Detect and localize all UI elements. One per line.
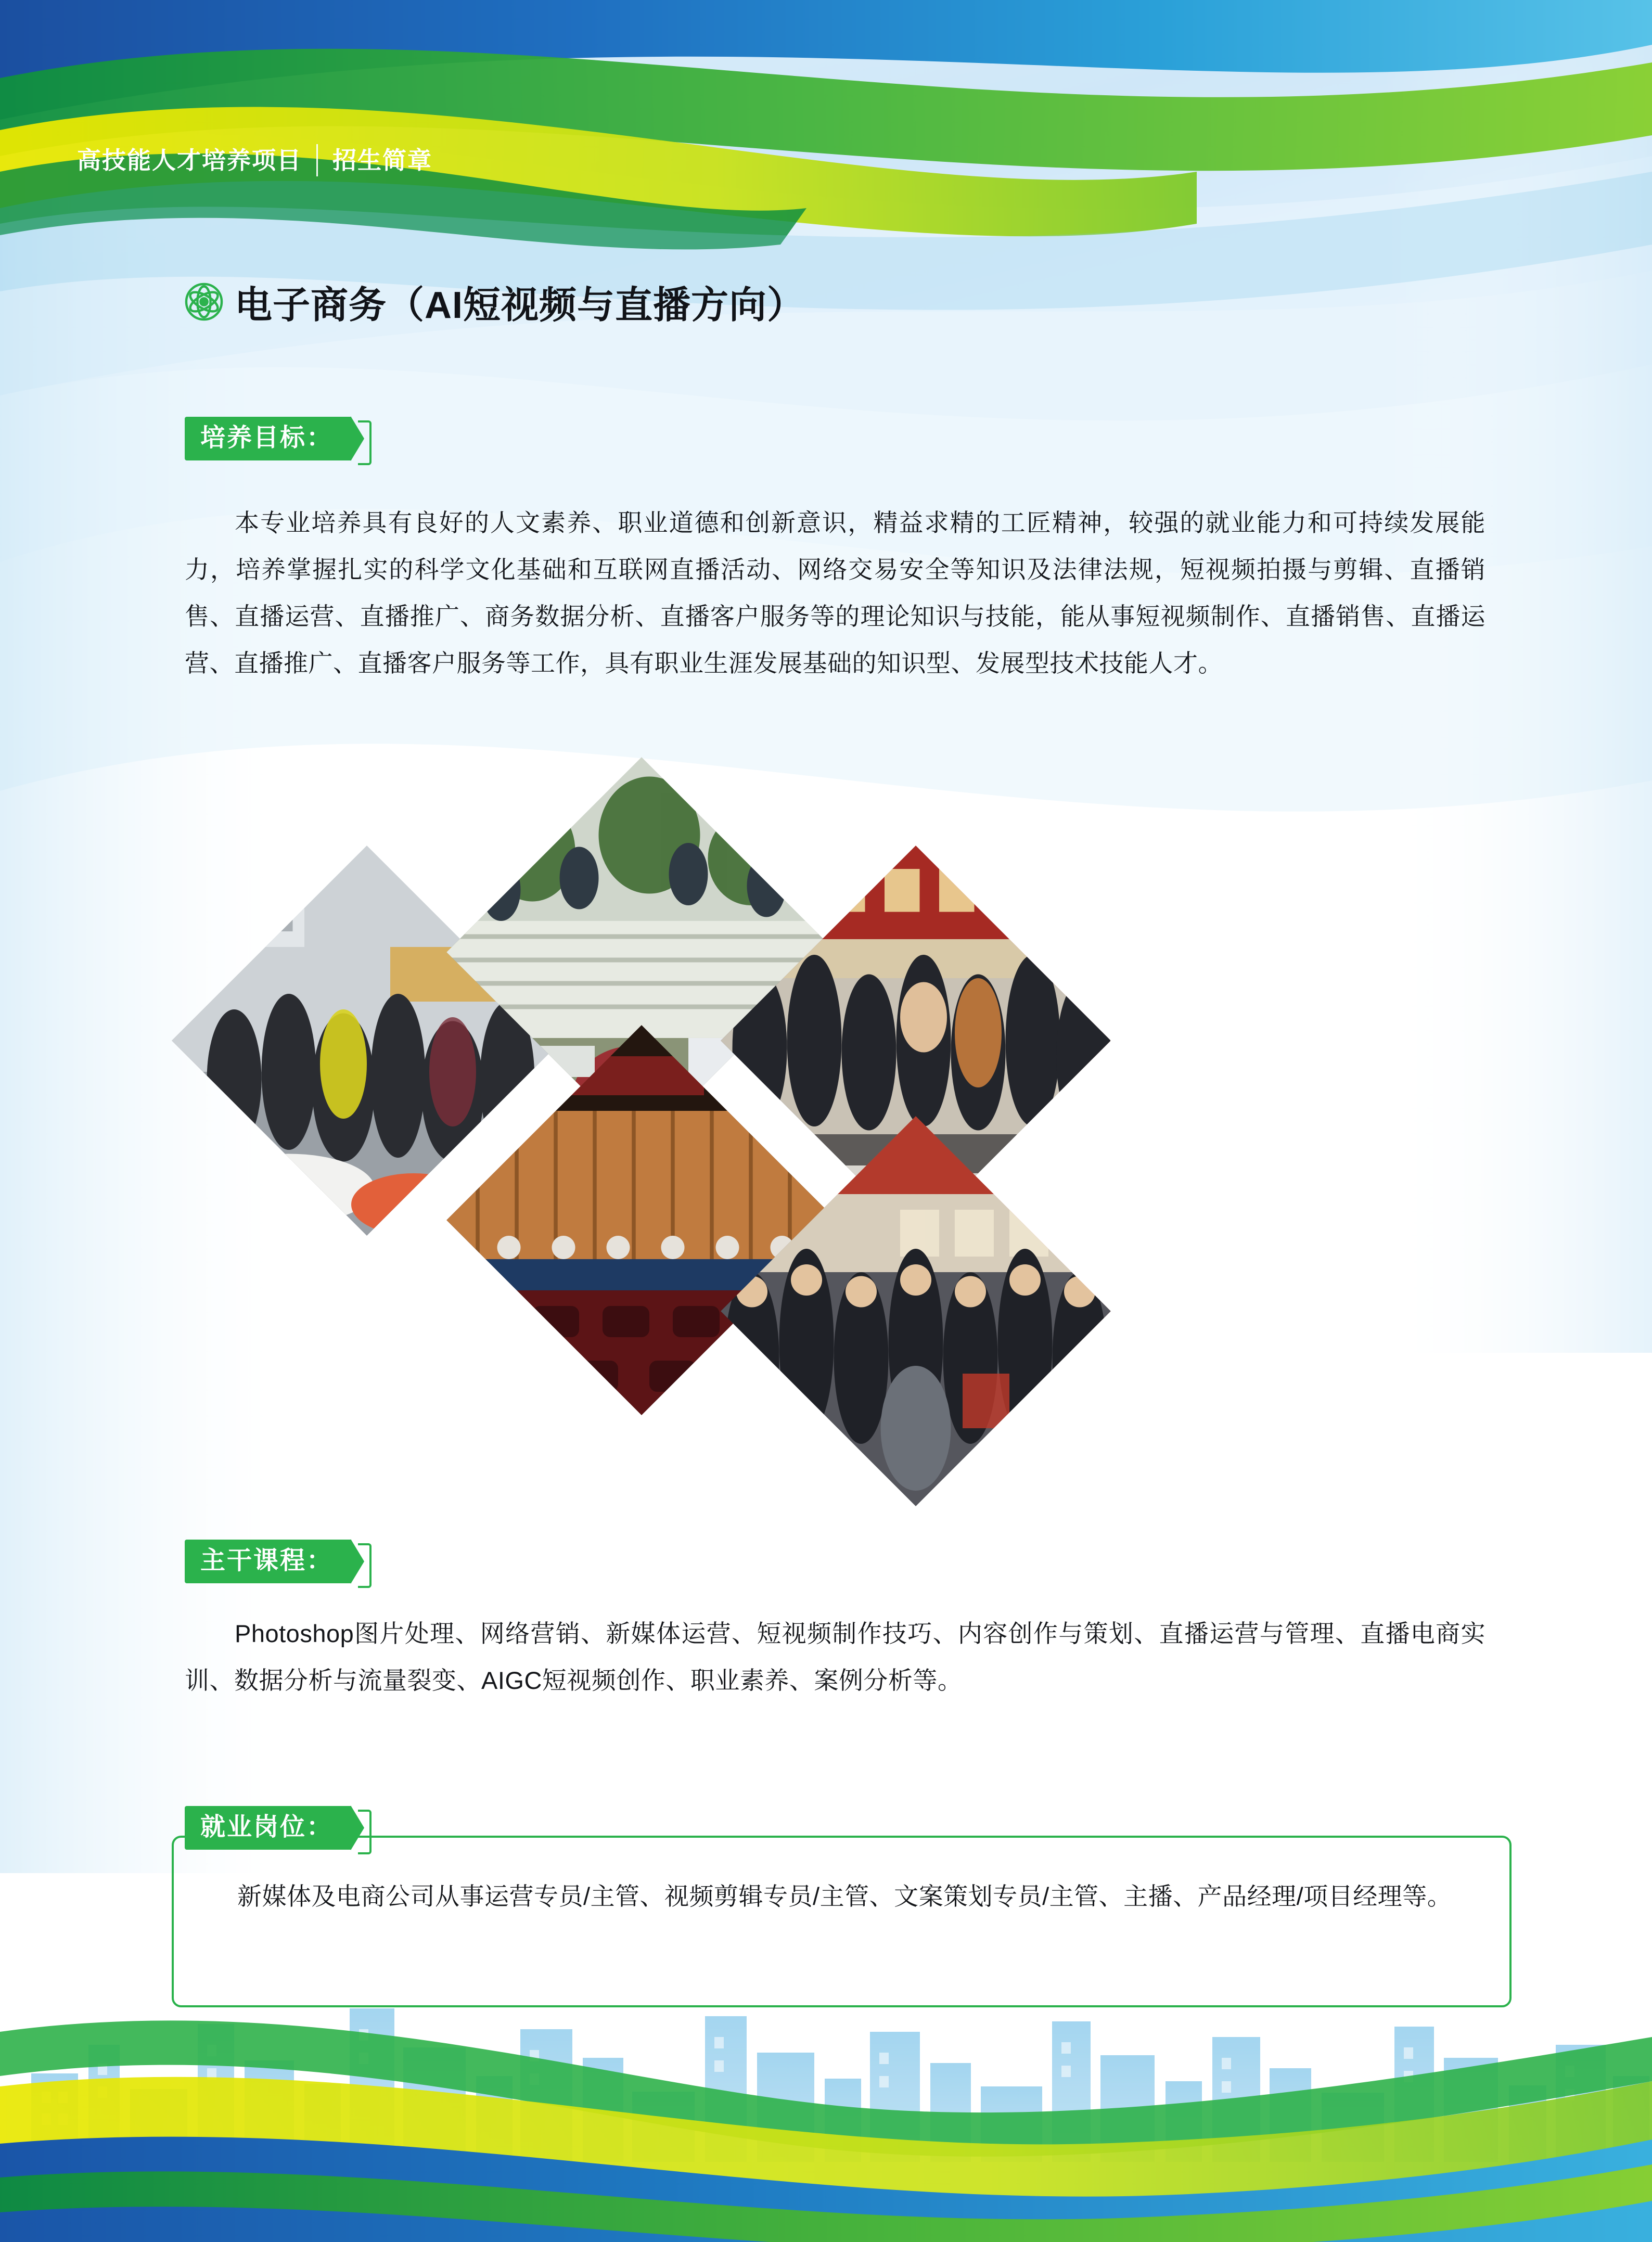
header-tag xyxy=(77,136,432,184)
ribbon-edge xyxy=(358,1543,372,1588)
jobs-box xyxy=(172,1836,1512,2007)
page-title xyxy=(185,275,805,329)
jobs-paragraph: 新媒体及电商公司从事运营专员/主管、视频剪辑专员/主管、文案策划专员/主管、主播、产品经理/项目经理等。 xyxy=(237,1882,1452,1910)
header-divider xyxy=(316,144,318,176)
section-label-objective xyxy=(185,416,364,461)
section-label-jobs xyxy=(185,1805,364,1850)
header-program-label: 高技能人才培养项目 xyxy=(77,147,302,174)
header-brochure-label: 招生简章 xyxy=(332,147,432,174)
atom-icon xyxy=(185,283,223,321)
section-label-jobs-text: 就业岗位： xyxy=(185,1806,351,1850)
courses-paragraph: Photoshop图片处理、网络营销、新媒体运营、短视频制作技巧、内容创作与策划、直播运营与管理、直播电商实训、数据分析与流量裂变、AIGC短视频创作、职业素养、案例分析等。 xyxy=(185,1620,1485,1694)
section-label-objective-text: 培养目标： xyxy=(185,417,351,460)
page-title-text: 电子商务（AI短视频与直播方向） xyxy=(235,285,805,326)
ribbon-edge xyxy=(358,1810,372,1854)
ribbon-edge xyxy=(358,420,372,465)
photo-collage xyxy=(198,812,1446,1540)
objective-paragraph: 本专业培养具有良好的人文素养、职业道德和创新意识，精益求精的工匠精神，较强的就业能力和可持续发展能力，培养掌握扎实的科学文化基础和互联网直播活动、网络交易安全等知识及法律法规，短视频拍摄与剪辑、直播销售、直播运营、直播推广、商务数据分析、直播客户服务等的理论知识与技能，能从事短视频制作、直播销售、直播运营、直播推广、直播客户服务等工作，具有职业生涯发展基础的知识型、发展型技术技能人才。 xyxy=(185,509,1485,677)
section-label-courses xyxy=(185,1539,364,1584)
section-label-courses-text: 主干课程： xyxy=(185,1540,351,1583)
